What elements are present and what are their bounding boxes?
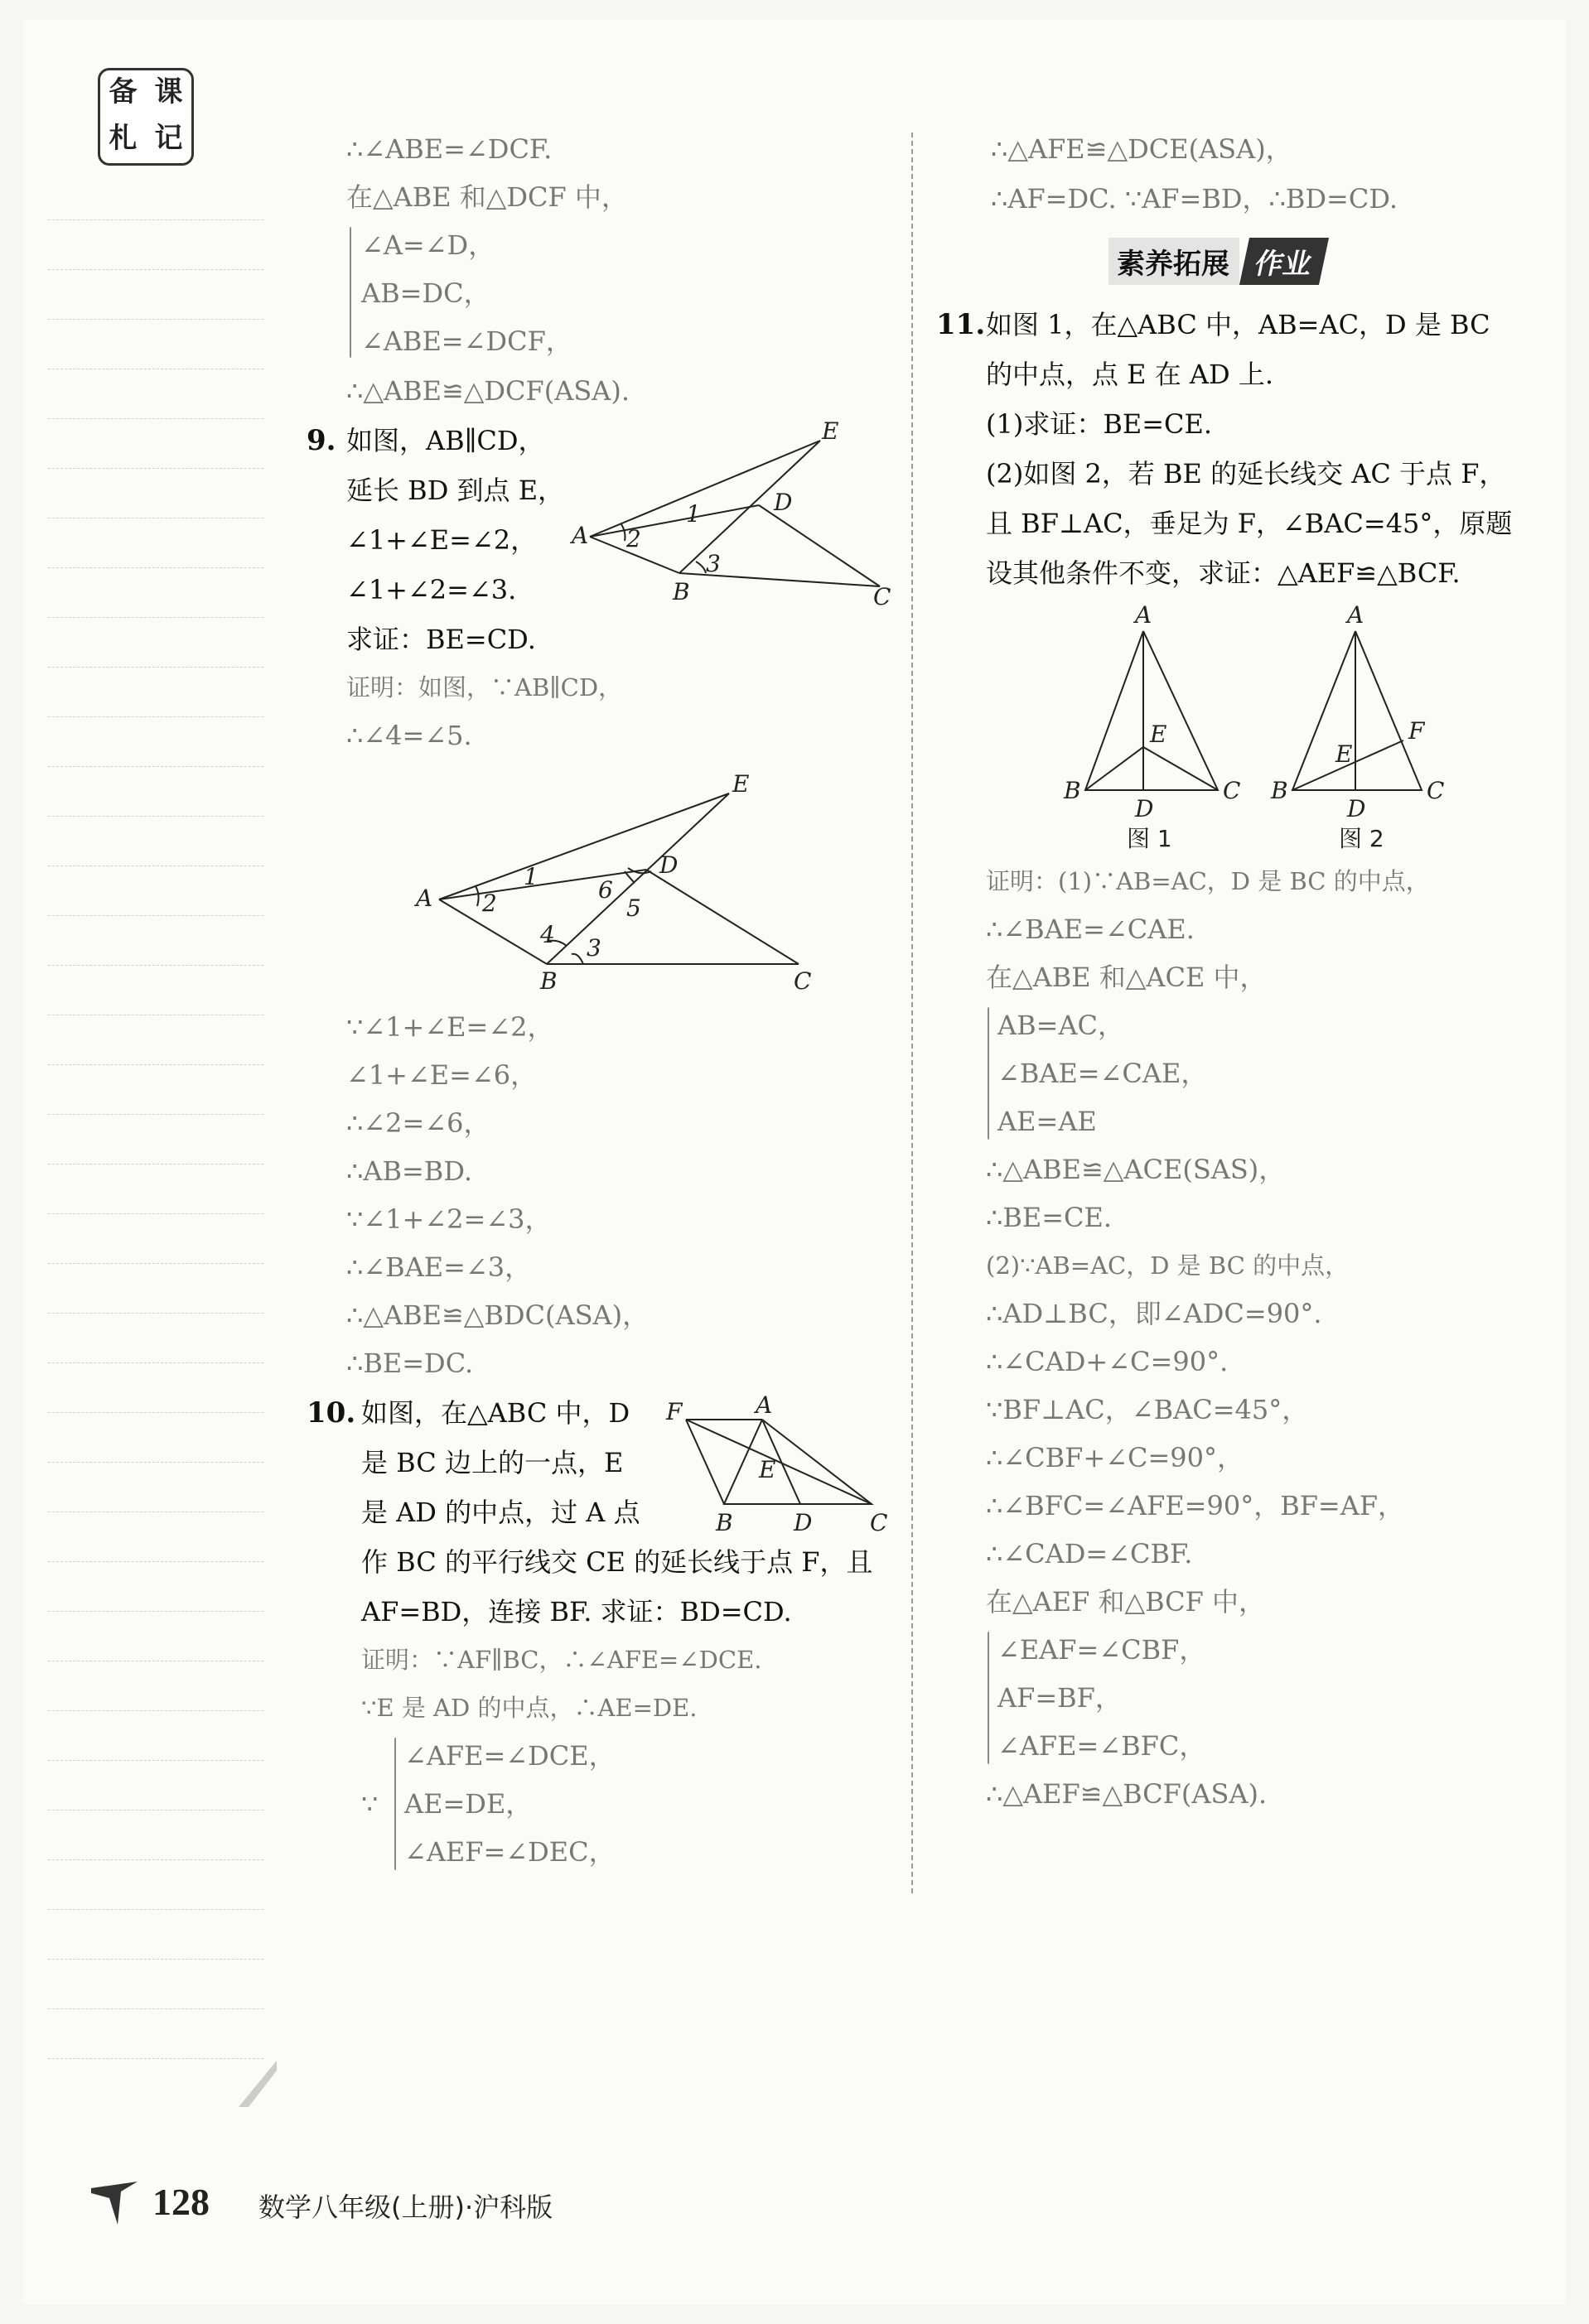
q11-figures bbox=[1052, 601, 1445, 852]
fig-label: 3 bbox=[706, 550, 721, 577]
proof-line: ∠A=∠D， bbox=[361, 229, 495, 261]
proof-line: ∴△AFE≌△DCE(ASA)， bbox=[991, 133, 1292, 165]
fig-label: C bbox=[873, 583, 891, 610]
question-number: 10. bbox=[307, 1396, 356, 1430]
fig-label: B bbox=[540, 967, 558, 995]
notes-char: 记 bbox=[154, 122, 183, 155]
fig-label: D bbox=[794, 1509, 813, 1536]
page-number: 128 bbox=[152, 2181, 210, 2223]
proof-line: 在△ABE 和△DCF 中， bbox=[346, 181, 628, 213]
fig-label: E bbox=[1335, 740, 1353, 768]
fig-label: A bbox=[1135, 601, 1152, 629]
proof-line: ∴∠CAD=∠CBF. bbox=[986, 1538, 1193, 1569]
proof-line: ∴△ABE≌△BDC(ASA)， bbox=[346, 1299, 650, 1331]
question-text: ∠1+∠2=∠3. bbox=[346, 574, 517, 605]
proof-line: ∴△ABE≌△ACE(SAS)， bbox=[986, 1154, 1286, 1185]
q10-figure bbox=[663, 1391, 903, 1536]
corner-mark bbox=[237, 2059, 278, 2109]
question-text: 且 BF⊥AC，垂足为 F，∠BAC=45°，原题 bbox=[986, 508, 1513, 539]
question-number: 9. bbox=[307, 424, 336, 457]
column-divider bbox=[911, 133, 913, 1893]
brace bbox=[394, 1738, 396, 1870]
fig-label: E bbox=[822, 417, 839, 445]
proof-line: ∠AFE=∠DCE， bbox=[404, 1740, 616, 1772]
question-text: AF=BD，连接 BF. 求证：BD=CD. bbox=[361, 1596, 792, 1627]
notes-char: 课 bbox=[154, 75, 183, 108]
proof-line: ∴∠2=∠6， bbox=[346, 1107, 490, 1139]
question-text: 是 BC 边上的一点，E bbox=[361, 1447, 624, 1478]
proof-line: ∴AF=DC. ∵AF=BD，∴BD=CD. bbox=[991, 183, 1398, 215]
proof-line: ∴BE=DC. bbox=[346, 1348, 474, 1379]
proof-line: ∠BAE=∠CAE， bbox=[997, 1058, 1208, 1089]
proof-line: ∴∠BAE=∠3， bbox=[346, 1251, 532, 1283]
question-number: 11. bbox=[936, 308, 986, 341]
fig-label: B bbox=[1064, 777, 1081, 804]
proof-line: ∠1+∠E=∠6， bbox=[346, 1059, 538, 1091]
fig-label: E bbox=[759, 1456, 776, 1483]
fig-label: C bbox=[1223, 777, 1241, 804]
proof-line: ∵∠1+∠E=∠2， bbox=[346, 1011, 554, 1043]
fig-label: D bbox=[1135, 795, 1154, 822]
proof-line: 证明：(1)∵AB=AC，D 是 BC 的中点， bbox=[986, 867, 1430, 895]
proof-line: 在△ABE 和△ACE 中， bbox=[986, 962, 1267, 993]
fig-label: A bbox=[756, 1391, 773, 1419]
proof-line: (2)∵AB=AC，D 是 BC 的中点， bbox=[986, 1251, 1350, 1280]
proof-line: ∠AEF=∠DEC， bbox=[404, 1836, 616, 1868]
lesson-notes-label bbox=[98, 68, 194, 166]
fig-label: C bbox=[870, 1509, 888, 1536]
question-text: (1)求证：BE=CE. bbox=[986, 408, 1213, 440]
page bbox=[23, 20, 1566, 2304]
proof-line: ∴BE=CE. bbox=[986, 1202, 1113, 1233]
fig-label: 2 bbox=[482, 890, 497, 917]
proof-line: ∴∠ABE=∠DCF. bbox=[346, 133, 553, 165]
proof-line: ∠EAF=∠CBF， bbox=[997, 1634, 1206, 1666]
proof-line: ∵E 是 AD 的中点，∴AE=DE. bbox=[361, 1694, 698, 1722]
question-text: 设其他条件不变，求证：△AEF≌△BCF. bbox=[986, 557, 1461, 589]
fig-label: A bbox=[1347, 601, 1364, 629]
fig-label: B bbox=[716, 1509, 733, 1536]
fig-label: 2 bbox=[626, 525, 641, 552]
brace bbox=[350, 227, 351, 358]
fig-label: E bbox=[732, 770, 750, 798]
fig-label: D bbox=[774, 489, 793, 516]
fig-label: F bbox=[666, 1398, 683, 1425]
brace bbox=[988, 1007, 989, 1140]
proof-line: ∴∠CBF+∠C=90°， bbox=[986, 1442, 1244, 1473]
section-header bbox=[1108, 239, 1324, 283]
proof-line: AB=DC， bbox=[361, 277, 490, 309]
fig-label: 1 bbox=[524, 863, 539, 890]
proof-line: ∠ABE=∠DCF， bbox=[361, 325, 572, 357]
question-text: 如图 1，在△ABC 中，AB=AC，D 是 BC bbox=[986, 309, 1490, 340]
proof-line: ∴∠BFC=∠AFE=90°，BF=AF， bbox=[986, 1490, 1405, 1521]
brace bbox=[988, 1632, 989, 1764]
fig-label: 5 bbox=[626, 894, 641, 922]
question-text: 延长 BD 到点 E， bbox=[346, 475, 565, 506]
q9-small-figure bbox=[572, 417, 911, 613]
proof-line: AF=BF， bbox=[997, 1682, 1122, 1714]
question-text: 如图，AB∥CD， bbox=[346, 425, 545, 456]
book-title: 数学八年级(上册)·沪科版 bbox=[258, 2191, 553, 2223]
fig-label: 6 bbox=[598, 876, 613, 904]
proof-line: ∴△ABE≌△DCF(ASA). bbox=[346, 375, 630, 407]
proof-line: AB=AC， bbox=[997, 1010, 1125, 1041]
proof-line: AE=AE bbox=[997, 1106, 1097, 1137]
proof-line: ∴∠BAE=∠CAE. bbox=[986, 914, 1195, 945]
proof-line: 证明：∵AF∥BC，∴∠AFE=∠DCE. bbox=[361, 1646, 762, 1674]
proof-line: ∴AB=BD. bbox=[346, 1155, 472, 1187]
proof-line: 证明：如图，∵AB∥CD， bbox=[346, 673, 623, 702]
question-text: 是 AD 的中点，过 A 点 bbox=[361, 1497, 640, 1528]
fig-label: D bbox=[1347, 795, 1366, 822]
notes-char: 备 bbox=[109, 75, 138, 108]
proof-line: 在△AEF 和△BCF 中， bbox=[986, 1586, 1266, 1618]
fig-label: F bbox=[1408, 717, 1425, 745]
fig-label: 1 bbox=[686, 500, 701, 528]
proof-line: ∵ bbox=[361, 1788, 379, 1820]
question-text: 的中点，点 E 在 AD 上. bbox=[986, 359, 1273, 390]
section-title: 素养拓展 bbox=[1108, 238, 1239, 285]
section-tag: 作业 bbox=[1239, 238, 1329, 285]
fig-label: A bbox=[416, 885, 433, 912]
proof-line: ∵∠1+∠2=∠3， bbox=[346, 1203, 552, 1235]
fig-label: E bbox=[1150, 721, 1167, 748]
question-text: ∠1+∠E=∠2， bbox=[346, 524, 538, 556]
figure-caption: 图 2 bbox=[1339, 825, 1384, 852]
fig-label: A bbox=[572, 522, 589, 549]
figure-caption: 图 1 bbox=[1127, 825, 1172, 852]
fig-label: C bbox=[794, 967, 812, 995]
proof-line: ∴∠CAD+∠C=90°. bbox=[986, 1346, 1229, 1377]
question-text: 作 BC 的平行线交 CE 的延长线于点 F，且 bbox=[361, 1546, 873, 1578]
question-text: 如图，在△ABC 中，D bbox=[361, 1397, 630, 1429]
proof-line: ∴AD⊥BC，即∠ADC=90°. bbox=[986, 1298, 1322, 1329]
fig-label: B bbox=[1271, 777, 1288, 804]
proof-line: ∴△AEF≌△BCF(ASA). bbox=[986, 1778, 1268, 1810]
q9-large-figure bbox=[414, 762, 845, 1002]
proof-line: ∵BF⊥AC，∠BAC=45°， bbox=[986, 1394, 1309, 1425]
fig-label: 4 bbox=[540, 921, 555, 948]
proof-line: ∴∠4=∠5. bbox=[346, 720, 472, 751]
fig-label: 3 bbox=[587, 934, 601, 962]
question-text: (2)如图 2，若 BE 的延长线交 AC 于点 F， bbox=[986, 458, 1506, 489]
proof-line: AE=DE， bbox=[404, 1788, 533, 1820]
question-text: 求证：BE=CD. bbox=[346, 624, 536, 655]
fig-label: C bbox=[1427, 777, 1445, 804]
footer-arrow-icon bbox=[85, 2178, 144, 2228]
proof-line: ∠AFE=∠BFC， bbox=[997, 1730, 1206, 1762]
notes-char: 札 bbox=[109, 122, 138, 155]
fig-label: B bbox=[673, 578, 690, 605]
fig-label: D bbox=[659, 851, 679, 879]
